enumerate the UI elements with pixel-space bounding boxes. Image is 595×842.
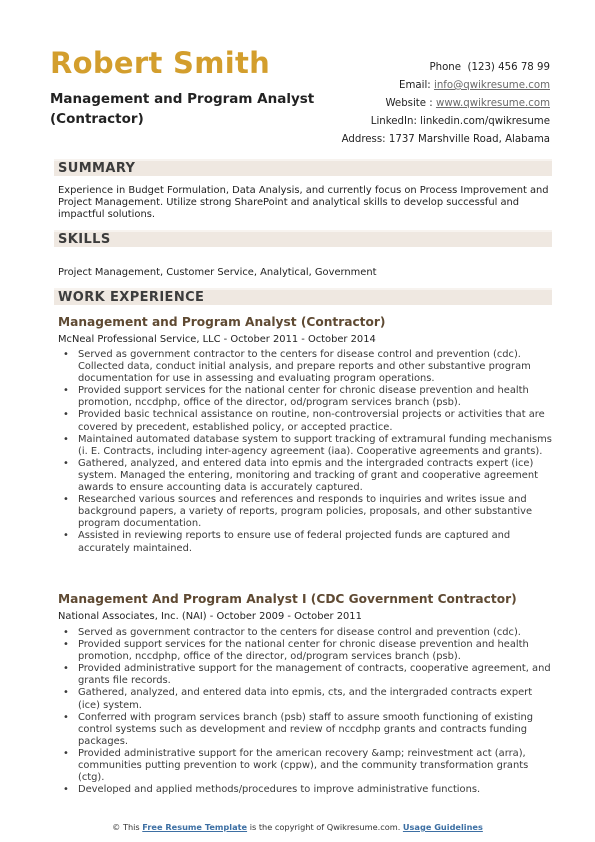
contact-address	[342, 131, 550, 149]
contact-website	[342, 95, 550, 113]
copyright-symbol: ©	[112, 822, 121, 832]
usage-guidelines-link[interactable]: Usage Guidelines	[402, 822, 483, 832]
job-title: Management And Program Analyst I (CDC Government Contractor)	[58, 592, 517, 606]
free-resume-template-link[interactable]: Free Resume Template	[142, 822, 248, 832]
job-bullets	[58, 349, 552, 555]
candidate-name: Robert Smith	[50, 46, 271, 80]
work-section-header	[54, 288, 552, 305]
address-label: Address:	[341, 134, 386, 145]
email-link[interactable]: info@qwikresume.com	[433, 80, 550, 91]
work-heading: WORK EXPERIENCE	[58, 290, 205, 305]
contact-block	[342, 59, 550, 149]
list-item: • Gathered, analyzed, and entered data into epmis and the intergraded contracts expert (ice) system. Managed the entering, monitoring and tracking of grant and cooperative agreement awards to ensure accounting data is accurately captured.	[58, 458, 552, 494]
summary-section-header	[54, 159, 552, 176]
job-company: National Associates, Inc. (NAI) - October 2009 - October 2011	[58, 611, 362, 622]
footer-text-this: This	[122, 822, 140, 832]
list-item: • Researched various sources and references and responds to inquiries and writes issue and background papers, a variety of reports, program policies, proposals, and other substantive program documentation.	[58, 494, 552, 530]
list-item: • Conferred with program services branch (psb) staff to assure smooth functioning of existing control systems such as development and review of nccdphp grants and contracts funding packages.	[58, 712, 552, 748]
list-item: • Maintained automated database system to support tracking of extramural funding mechanisms (i. E. Contracts, including inter-agency agreement (iaa). Cooperative agreements and grants).	[58, 434, 552, 458]
footer	[0, 822, 595, 832]
linkedin-value: linkedin.com/qwikresume	[420, 116, 550, 127]
contact-email	[342, 77, 550, 95]
list-item: • Provided administrative support for the american recovery &amp; reinvestment act (arra), communities putting prevention to work (cppw), and the community transformation grants (ctg).	[58, 748, 552, 784]
website-link[interactable]: www.qwikresume.com	[435, 98, 550, 109]
summary-heading: SUMMARY	[58, 161, 136, 176]
job-bullets	[58, 627, 552, 796]
skills-text: Project Management, Customer Service, Analytical, Government	[58, 267, 377, 278]
footer-copyright-text: is the copyright of Qwikresume.com.	[249, 822, 401, 832]
list-item: • Served as government contractor to the centers for disease control and prevention (cdc).	[58, 627, 552, 639]
list-item: • Provided support services for the national center for chronic disease prevention and health promotion, nccdphp, office of the director, od/program services branch (psb).	[58, 385, 552, 409]
skills-heading: SKILLS	[58, 232, 111, 247]
list-item: • Gathered, analyzed, and entered data into epmis, cts, and the intergraded contracts expert (ice) system.	[58, 687, 552, 711]
job-company: McNeal Professional Service, LLC - October 2011 - October 2014	[58, 334, 376, 345]
skills-section-header	[54, 230, 552, 247]
list-item: • Developed and applied methods/procedures to improve administrative functions.	[58, 784, 552, 796]
address-value: 1737 Marshville Road, Alabama	[388, 134, 550, 145]
candidate-title: Management and Program Analyst (Contractor)	[50, 91, 315, 127]
phone-value: (123) 456 78 99	[467, 62, 550, 73]
job-title: Management and Program Analyst (Contractor)	[58, 315, 386, 329]
website-label: Website :	[385, 98, 433, 109]
list-item: • Served as government contractor to the centers for disease control and prevention (cdc). Collected data, conduct initial analysis, and prepare reports and other substantive program documentation for use in assessing and evaluating program operations.	[58, 349, 552, 385]
summary-text: Experience in Budget Formulation, Data Analysis, and currently focus on Process Improvement and Project Management. Utilize strong SharePoint and analytical skills to develop successful and impactful solutions.	[58, 185, 549, 221]
list-item: • Assisted in reviewing reports to ensure use of federal projected funds are captured and accurately maintained.	[58, 530, 552, 554]
contact-phone	[342, 59, 550, 77]
list-item: • Provided support services for the national center for chronic disease prevention and health promotion, nccdphp, office of the director, od/program services branch (psb).	[58, 639, 552, 663]
linkedin-label: LinkedIn:	[370, 116, 417, 127]
email-label: Email:	[399, 80, 431, 91]
phone-label: Phone	[429, 62, 462, 73]
list-item: • Provided administrative support for the management of contracts, cooperative agreement, and grants file records.	[58, 663, 552, 687]
contact-linkedin	[342, 113, 550, 131]
list-item: • Provided basic technical assistance on routine, non-controversial projects or activities that are covered by precedent, established policy, or accepted practice.	[58, 409, 552, 433]
